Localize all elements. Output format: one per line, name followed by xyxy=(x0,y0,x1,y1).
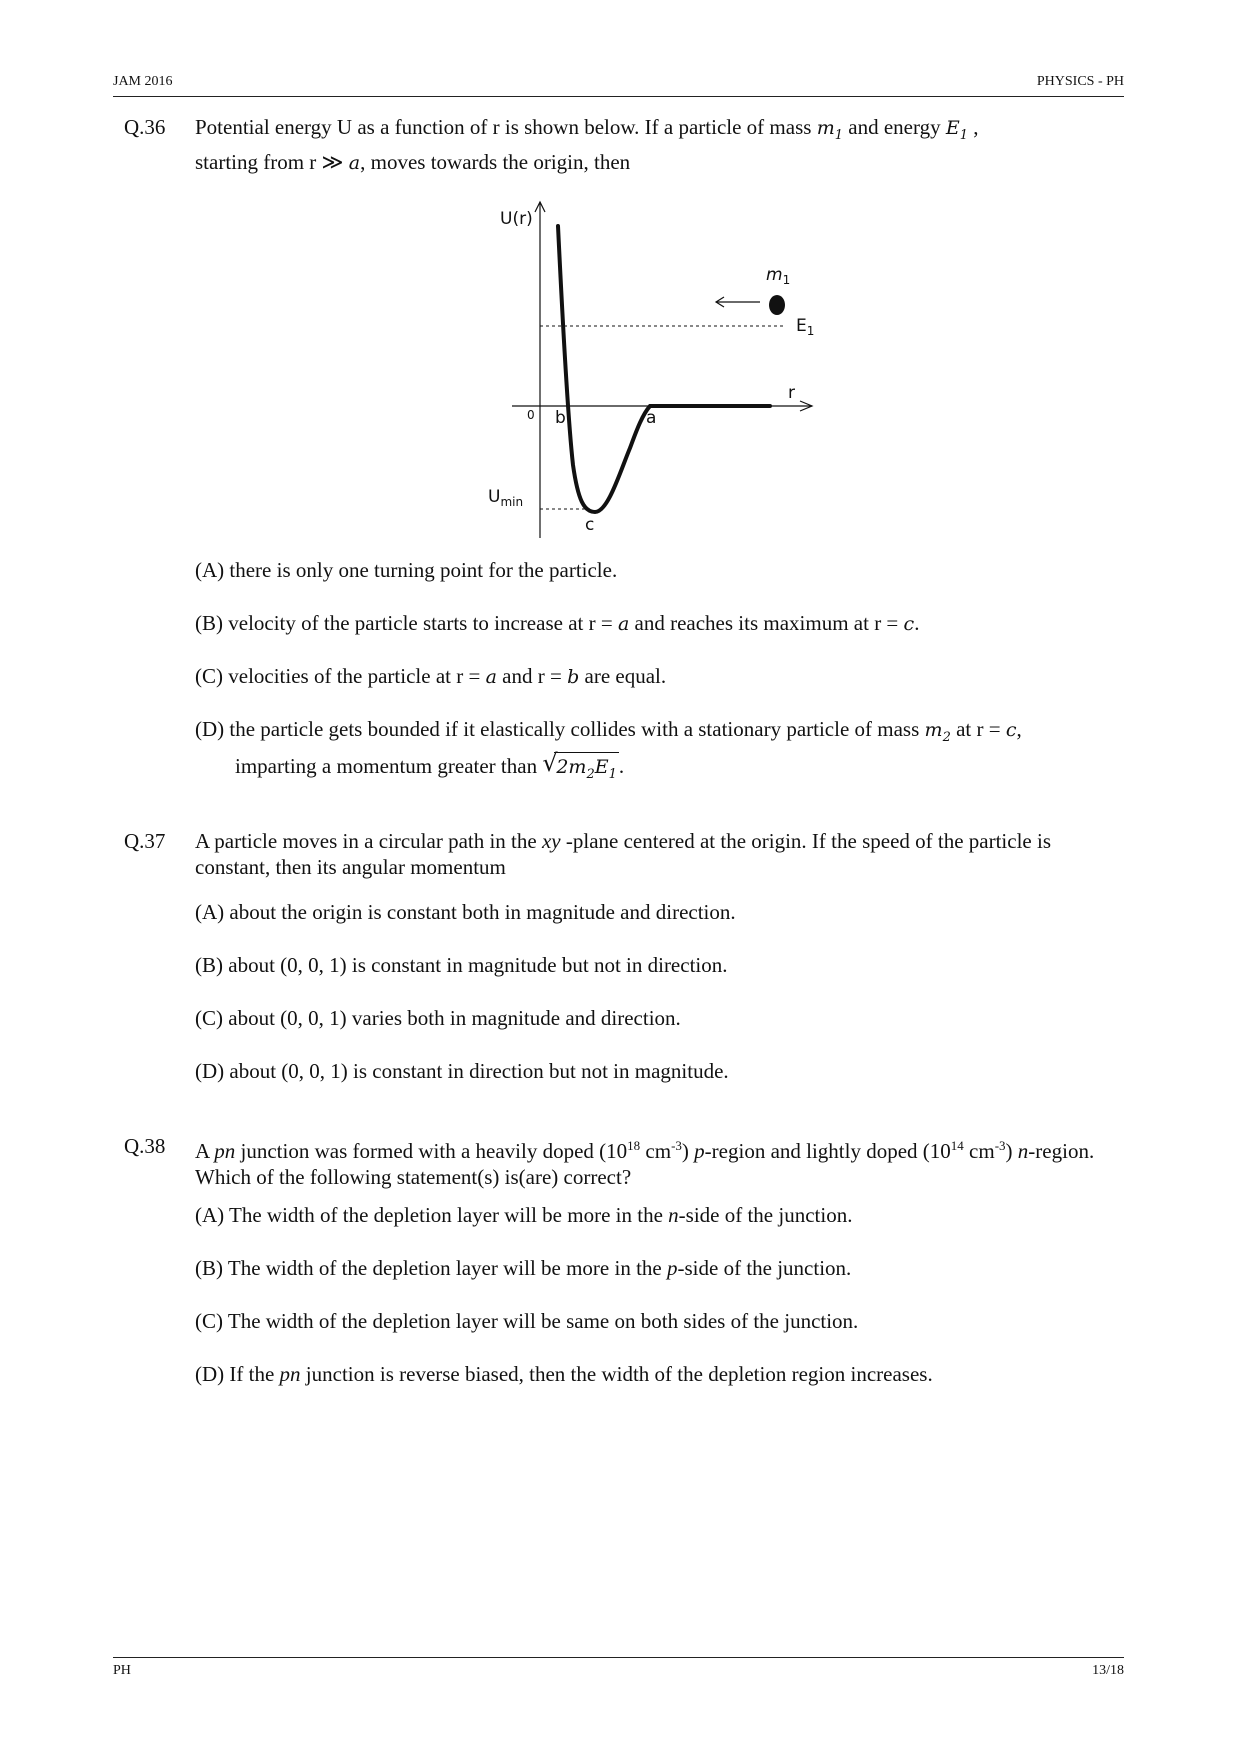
option-D[interactable]: (D) the particle gets bounded if it elastically collides with a stationary particle of mass $m_2$ at r = c, imparting a momentum greater than √ $2m_2E_1$. xyxy=(195,715,1120,789)
option-B[interactable]: (B) The width of the depletion layer will be more in the p-side of the junction. xyxy=(195,1256,852,1280)
sqrt-expression: √ $2m_2E_1$ xyxy=(542,752,619,789)
footer-page-number: 13/18 xyxy=(1092,1663,1124,1678)
point-c-label: c xyxy=(585,515,595,535)
potential-energy-diagram xyxy=(470,190,830,550)
footer-rule xyxy=(113,1657,1124,1658)
header-subject: PHYSICS - PH xyxy=(1036,74,1124,89)
potential-curve xyxy=(558,226,770,512)
particle-m1 xyxy=(769,295,785,315)
option-A[interactable]: (A) about the origin is constant both in magnitude and direction. xyxy=(195,900,736,924)
question-number: Q.38 xyxy=(124,1134,166,1158)
y-axis-label: U(r) xyxy=(500,209,533,229)
question-number: Q.36 xyxy=(124,115,166,139)
option-C[interactable]: (C) velocities of the particle at r = a and r = b are equal. xyxy=(195,664,667,688)
mass-label: $m_1$ xyxy=(766,265,791,287)
origin-label: 0 xyxy=(527,408,535,422)
stem-part: , moves towards the origin, then xyxy=(360,149,631,174)
stem-part: starting from r ≫ xyxy=(195,149,344,174)
option-D[interactable]: (D) If the pn junction is reverse biased, then the width of the depletion region increases. xyxy=(195,1362,933,1386)
option-C[interactable]: (C) about (0, 0, 1) varies both in magnitude and direction. xyxy=(195,1006,681,1030)
header-exam-name: JAM 2016 xyxy=(113,74,173,89)
question-number: Q.37 xyxy=(124,829,166,853)
option-B[interactable]: (B) velocity of the particle starts to increase at r = a and reaches its maximum at r = c. xyxy=(195,611,920,635)
energy-label: $E_1$ xyxy=(796,316,815,338)
math-E1: $E_1$ xyxy=(945,117,968,143)
math-a: a xyxy=(348,151,361,174)
point-a-label: a xyxy=(646,408,657,428)
question-text: A particle moves in a circular path in the xy -plane centered at the origin. If the speed of the particle is constant, then its angular momentum xyxy=(195,829,1051,879)
stem-part: , xyxy=(973,115,979,139)
option-A[interactable]: (A) there is only one turning point for the particle. xyxy=(195,558,618,582)
umin-label: $U_{min}$ xyxy=(488,487,524,509)
stem-part: Potential energy U as a function of r is shown below. If a particle of mass xyxy=(195,115,812,139)
option-D[interactable]: (D) about (0, 0, 1) is constant in direction but not in magnitude. xyxy=(195,1059,729,1083)
footer-paper-code: PH xyxy=(113,1663,131,1678)
stem-part: and energy xyxy=(848,115,941,139)
option-A[interactable]: (A) The width of the depletion layer will be more in the n-side of the junction. xyxy=(195,1203,853,1227)
math-m1: $m_1$ xyxy=(816,117,843,143)
question-text xyxy=(195,114,1122,176)
point-b-label: b xyxy=(555,408,566,428)
option-B[interactable]: (B) about (0, 0, 1) is constant in magnitude but not in direction. xyxy=(195,953,728,977)
option-C[interactable]: (C) The width of the depletion layer will be same on both sides of the junction. xyxy=(195,1309,859,1333)
question-text: A pn junction was formed with a heavily doped ($10^{18}$ $cm^{-3}$) p-region and lightly doped ($10^{14}$ $cm^{-3}$) n-region. Which of the following statement(s) is(are) correct? xyxy=(195,1138,1095,1189)
x-axis-label: r xyxy=(788,383,795,403)
header-rule xyxy=(113,96,1124,97)
